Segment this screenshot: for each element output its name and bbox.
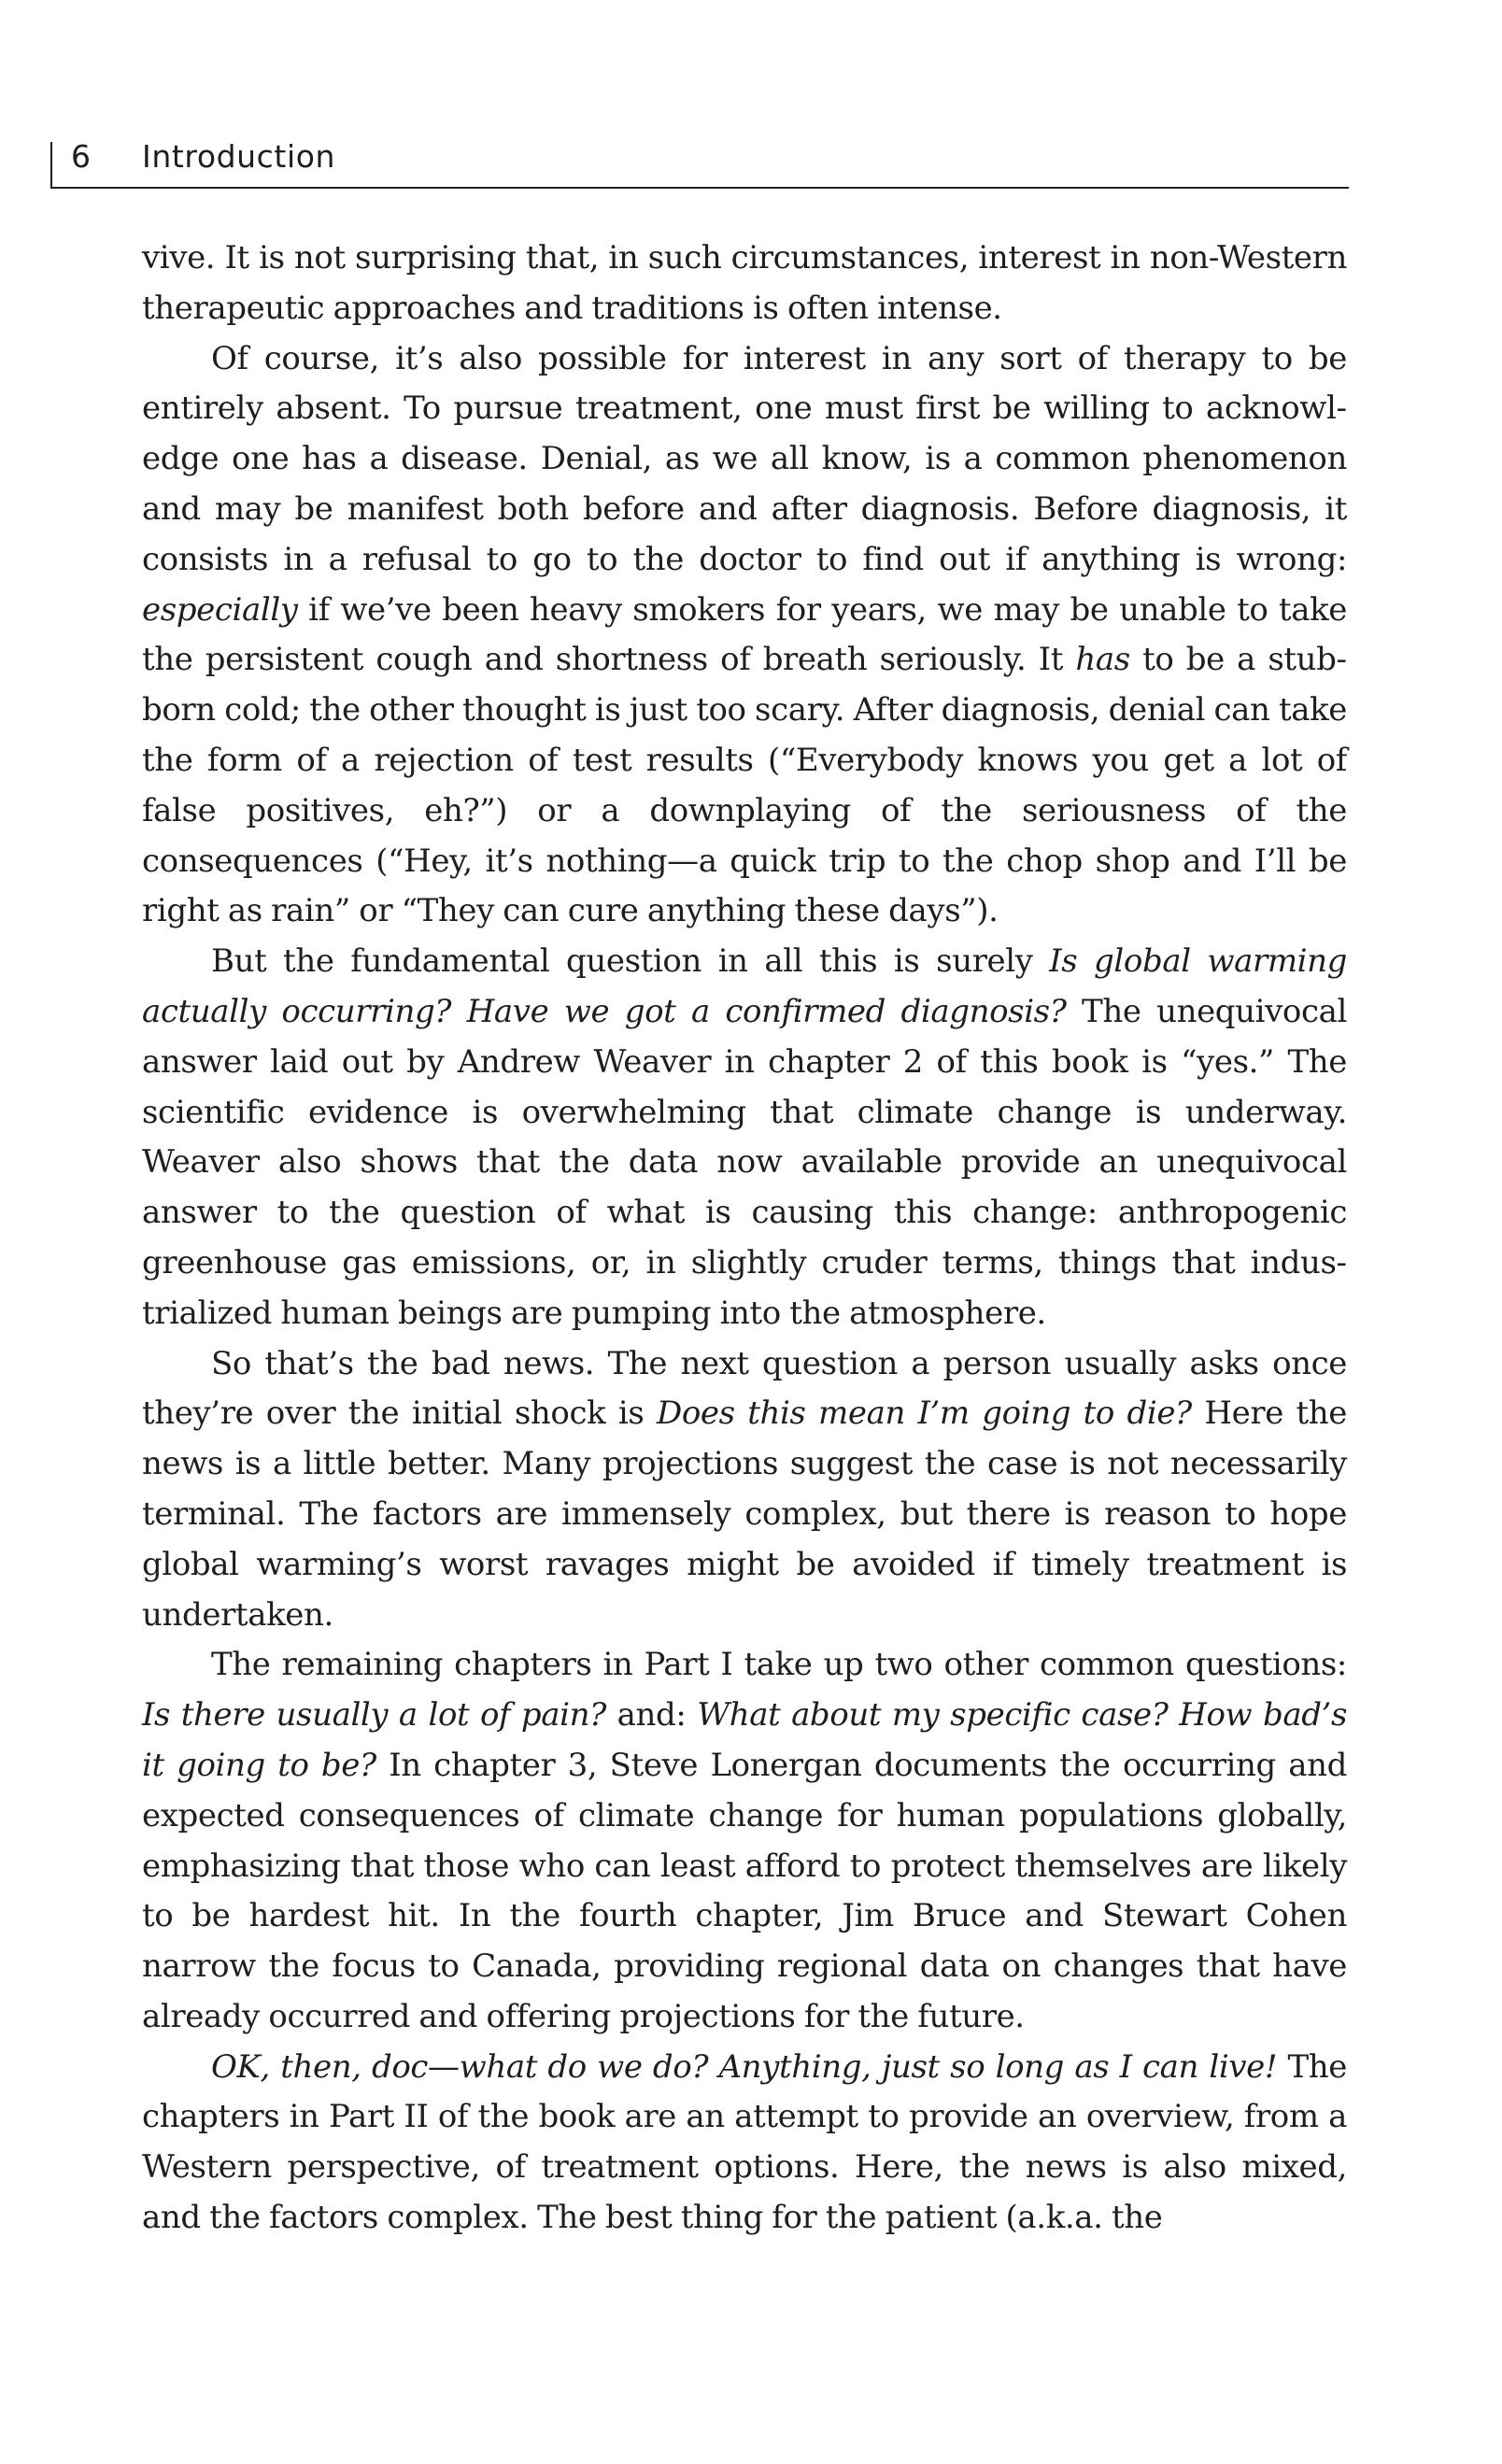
running-head-title: Introduction bbox=[142, 138, 336, 175]
text-run: and: bbox=[605, 1696, 698, 1735]
running-head bbox=[50, 129, 1349, 189]
paragraph bbox=[142, 937, 1347, 1338]
italic-text: Is there usually a lot of pain? bbox=[142, 1696, 606, 1735]
text-run: Here the news is a little better. Many projections suggest the case is not necessarily terminal. The factors are immensely complex, but there is reason to hope global warming’s worst ravages might be avoided if timely treatment is undertaken. bbox=[142, 1395, 1347, 1634]
header-vertical-rule bbox=[50, 142, 52, 189]
header-horizontal-rule bbox=[50, 187, 1349, 189]
text-run: The chapters in Part II of the book are an attempt to provide an overview, from a Western perspective, of treatment options. Here, the news is also mixed, and the factors complex. The best thing for the patient (a.k.a. the bbox=[142, 2047, 1347, 2237]
italic-text: OK, then, doc—what do we do? Anything, just so long as I can live! bbox=[211, 2047, 1278, 2086]
text-run: In chapter 3, Steve Lonergan documents the occurring and expected consequences of climate change for human populations globally, emphasizing that those who can least afford to protect themselves are likely to be hardest hit. In the fourth chapter, Jim Bruce and Stewart Cohen narrow the focus to Canada, providing regional data on changes that have already occurred and offering projections for the future. bbox=[142, 1746, 1347, 2035]
italic-text: Does this mean I’m going to die? bbox=[656, 1395, 1192, 1433]
italic-text: has bbox=[1075, 641, 1130, 679]
body-text bbox=[142, 234, 1347, 2244]
paragraph bbox=[142, 334, 1347, 938]
text-run: The unequivocal answer laid out by Andrew Weaver in chapter 2 of this book is “yes.” The scientific evidence is overwhelming that climate change is underway. Weaver also shows that the data now available provide an unequivocal answer to the question of what is causing this change: anthropogenic greenhouse gas emissions, or, in slightly cruder terms, things that industrialized human beings are pumping into the atmosphere. bbox=[142, 992, 1347, 1332]
text-run: But the fundamental question in all this is surely bbox=[211, 942, 1050, 981]
text-run: So that’s the bad news. The next question a person usually asks once they’re over the initial shock is bbox=[142, 1344, 1347, 1433]
italic-text: Is global warming actually occurring? Have we got a confirmed diagnosis? bbox=[142, 942, 1347, 1030]
italic-text: especially bbox=[142, 590, 298, 629]
paragraph bbox=[142, 2043, 1347, 2244]
text-run: vive. It is not surprising that, in such circumstances, interest in non-Western therapeutic approaches and traditions is often intense. bbox=[142, 239, 1347, 327]
paragraph bbox=[142, 234, 1347, 334]
text-run: to be a stubborn cold; the other thought is just too scary. After diagnosis, denial can take the form of a rejection of test results (“Everybody knows you get a lot of false positives, eh?”) or a downplaying of the seriousness of the consequences (“Hey, it’s nothing—a quick trip to the chop shop and I’ll be right as rain” or “They can cure anything these days”). bbox=[142, 641, 1347, 930]
page-number: 6 bbox=[71, 138, 92, 175]
paragraph bbox=[142, 1339, 1347, 1641]
paragraph bbox=[142, 1640, 1347, 2042]
italic-text: What about my specific case? How bad’s it going to be? bbox=[142, 1696, 1348, 1784]
text-run: Of course, it’s also possible for interest in any sort of therapy to be entirely absent. To pursue treatment, one must first be willing to acknowledge one has a disease. Denial, as we all know, is a common phenomenon and may be manifest both before and after diagnosis. Before diagnosis, it consists in a refusal to go to the doctor to find out if anything is wrong: bbox=[142, 339, 1347, 578]
text-run: The remaining chapters in Part I take up two other common questions: bbox=[211, 1646, 1347, 1684]
text-run: if we’ve been heavy smokers for years, we may be unable to take the persistent cough and shortness of breath seriously. It bbox=[142, 590, 1347, 679]
